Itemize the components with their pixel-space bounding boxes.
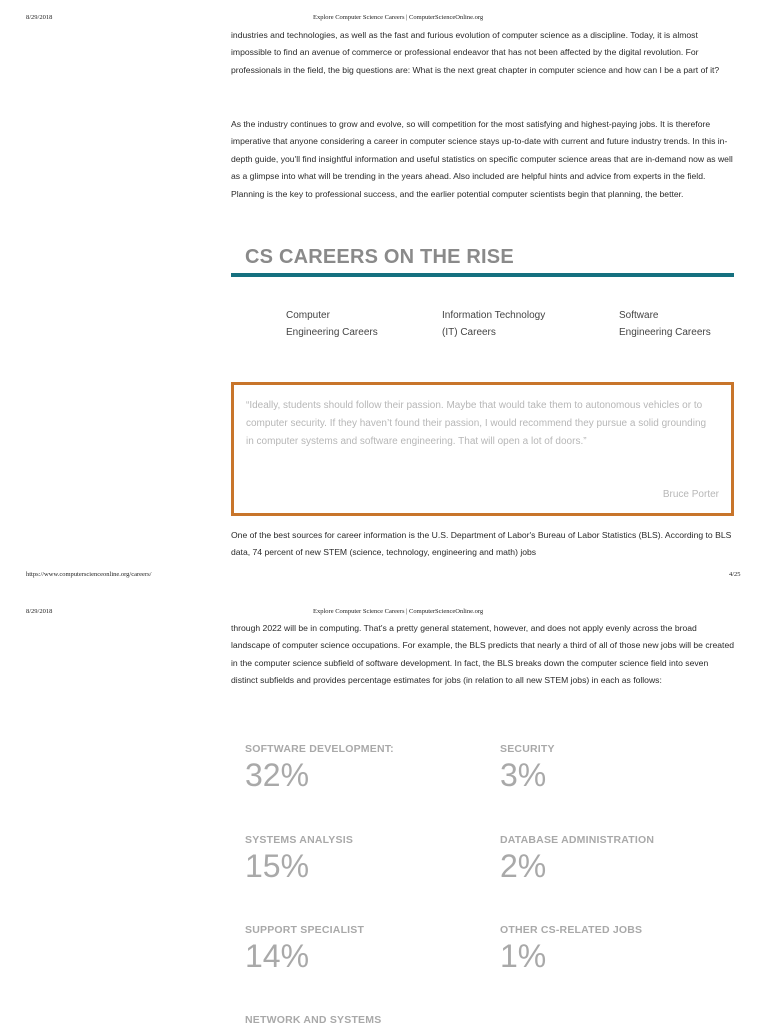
- stat-label: OTHER CS-RELATED JOBS: [500, 924, 643, 936]
- print-header-title: Explore Computer Science Careers | ComputerScienceOnline.org: [313, 14, 484, 21]
- expert-quote-box: [231, 382, 734, 516]
- computer-engineering-careers-link[interactable]: [286, 307, 426, 341]
- stat-value: 14%: [245, 938, 310, 974]
- stat-label: NETWORK AND SYSTEMS: [245, 1014, 382, 1024]
- print-footer-page: 4/25: [729, 571, 741, 578]
- stat-label: DATABASE ADMINISTRATION: [500, 834, 655, 846]
- stat-database-administration: [500, 834, 750, 884]
- print-footer-url: https://www.computerscienceonline.org/careers/: [26, 571, 152, 578]
- print-header-title: Explore Computer Science Careers | ComputerScienceOnline.org: [313, 608, 484, 615]
- stat-label: SOFTWARE DEVELOPMENT:: [245, 743, 394, 755]
- intro-paragraph-continued: industries and technologies, as well as the fast and furious evolution of computer science as a discipline. Today, it is almost impossible to find an avenue of commerce or professional endeavor that has not been affected by the digital revolution. For professionals in the field, the big questions are: What is the next great chapter in computer science and how can I be a part of it?: [231, 30, 720, 75]
- link-line: (IT) Careers: [442, 327, 496, 338]
- stat-value: 3%: [500, 757, 547, 793]
- section-title: CS CAREERS ON THE RISE: [245, 246, 514, 268]
- section-divider: [231, 273, 734, 277]
- link-line: Information Technology: [442, 310, 546, 321]
- stat-support-specialist: [245, 924, 495, 974]
- link-line: Computer: [286, 310, 330, 321]
- stat-value: 15%: [245, 848, 310, 884]
- stat-value: 1%: [500, 938, 547, 974]
- stat-value: 32%: [245, 757, 310, 793]
- print-header-date: 8/29/2018: [26, 14, 53, 21]
- stat-label: SYSTEMS ANALYSIS: [245, 834, 354, 846]
- industry-growth-paragraph: As the industry continues to grow and evolve, so will competition for the most satisfying and highest-paying jobs. It is therefore imperative that anyone considering a career in computer science stays up-to-date with current and future industry trends. In this in-depth guide, you'll find insightful information and useful statistics on specific computer science areas that are in-demand now as well as a glimpse into what will be trending in the years ahead. Also included are helpful hints and advice from experts in the field. Planning is the key to professional success, and the earlier potential computer scientists begin that planning, the better.: [231, 119, 733, 199]
- computing-jobs-paragraph: through 2022 will be in computing. That's a pretty general statement, however, and does not apply evenly across the broad landscape of computer science occupations. For example, the BLS predicts that nearly a third of all of those new jobs will be created in the computer science subfield of software development. In fact, the BLS breaks down the computer science field into seven distinct subfields and provides percentage estimates for jobs (in relation to all new STEM jobs) in each as follows:: [231, 623, 735, 686]
- stat-security: [500, 743, 750, 793]
- bls-paragraph: One of the best sources for career information is the U.S. Department of Labor's Bureau of Labor Statistics (BLS). According to BLS data, 74 percent of new STEM (science, technology, engineering and math) jobs: [231, 530, 732, 558]
- link-line: Engineering Careers: [286, 327, 378, 338]
- link-line: Software: [619, 310, 659, 321]
- stat-other-cs-jobs: [500, 924, 750, 974]
- stat-network-and-systems: [245, 1014, 495, 1024]
- stat-label: SECURITY: [500, 743, 555, 755]
- print-header-date: 8/29/2018: [26, 608, 53, 615]
- quote-text: “Ideally, students should follow their passion. Maybe that would take them to autonomous vehicles or to computer security. If they haven’t found their passion, I would recommend they pursue a solid grounding in computer systems and software engineering. That will open a lot of doors.”: [246, 400, 707, 447]
- it-careers-link[interactable]: [442, 307, 602, 341]
- quote-author: Bruce Porter: [662, 489, 719, 500]
- link-line: Engineering Careers: [619, 327, 711, 338]
- stat-systems-analysis: [245, 834, 495, 884]
- stat-software-development: [245, 743, 495, 793]
- stat-label: SUPPORT SPECIALIST: [245, 924, 365, 936]
- software-engineering-careers-link[interactable]: [619, 307, 749, 341]
- stat-value: 2%: [500, 848, 547, 884]
